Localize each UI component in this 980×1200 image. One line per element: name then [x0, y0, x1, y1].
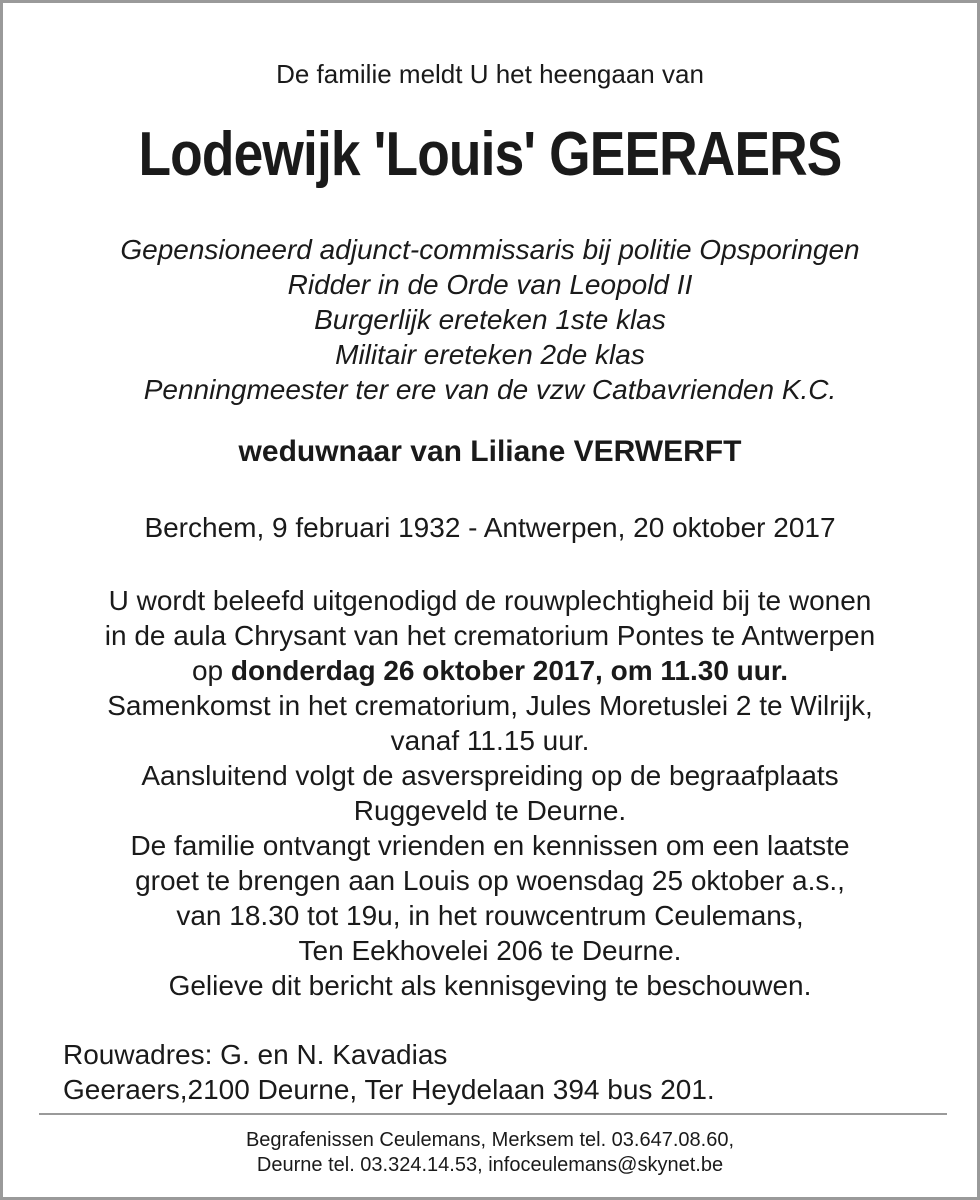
- body-line: van 18.30 tot 19u, in het rouwcentrum Ceulemans,: [176, 900, 804, 931]
- body-line: Ten Eekhovelei 206 te Deurne.: [298, 935, 682, 966]
- body-line: groet te brengen aan Louis op woensdag 25 oktober a.s.,: [135, 865, 845, 896]
- body-line: vanaf 11.15 uur.: [390, 725, 590, 756]
- ceremony-date: donderdag 26 oktober 2017, om 11.30 uur.: [230, 655, 789, 686]
- widower-line: weduwnaar van Liliane VERWERFT: [238, 435, 742, 468]
- title-line: Penningmeester ter ere van de vzw Catbavrienden K.C.: [143, 374, 837, 405]
- title-line: Burgerlijk ereteken 1ste klas: [314, 304, 666, 335]
- titles-list: [3, 232, 977, 407]
- intro-text: De familie meldt U het heengaan van: [276, 59, 704, 89]
- footer-divider: [39, 1113, 947, 1115]
- body-line: U wordt beleefd uitgenodigd de rouwplechtigheid bij te wonen: [108, 585, 872, 616]
- ceremony-date-line: [3, 653, 977, 688]
- body-line: Aansluitend volgt de asverspreiding op de begraafplaats: [141, 760, 839, 791]
- footer-line: Begrafenissen Ceulemans, Merksem tel. 03.647.08.60,: [245, 1129, 735, 1151]
- address-line: Geeraers,2100 Deurne, Ter Heydelaan 394 bus 201.: [63, 1074, 715, 1105]
- life-dates: Berchem, 9 februari 1932 - Antwerpen, 20 oktober 2017: [144, 512, 836, 543]
- title-line: Gepensioneerd adjunct-commissaris bij politie Opsporingen: [120, 234, 860, 265]
- body-line: Ruggeveld te Deurne.: [353, 795, 627, 826]
- footer-line: Deurne tel. 03.324.14.53, infoceulemans@skynet.be: [256, 1154, 724, 1176]
- title-line: Ridder in de Orde van Leopold II: [287, 269, 693, 300]
- ceremony-date-prefix: op: [191, 655, 231, 686]
- address-line: Rouwadres: G. en N. Kavadias: [63, 1039, 448, 1070]
- body-line: Samenkomst in het crematorium, Jules Moretuslei 2 te Wilrijk,: [107, 690, 873, 721]
- deceased-name: Lodewijk 'Louis' GEERAERS: [138, 120, 842, 189]
- body-line: in de aula Chrysant van het crematorium Pontes te Antwerpen: [104, 620, 876, 651]
- body-line: De familie ontvangt vrienden en kennissen om een laatste: [130, 830, 850, 861]
- body-line: Gelieve dit bericht als kennisgeving te beschouwen.: [168, 970, 812, 1001]
- funeral-home-footer: [3, 1128, 977, 1178]
- title-line: Militair ereteken 2de klas: [335, 339, 645, 370]
- ceremony-details: [3, 583, 977, 1003]
- mourning-address: [63, 1037, 715, 1107]
